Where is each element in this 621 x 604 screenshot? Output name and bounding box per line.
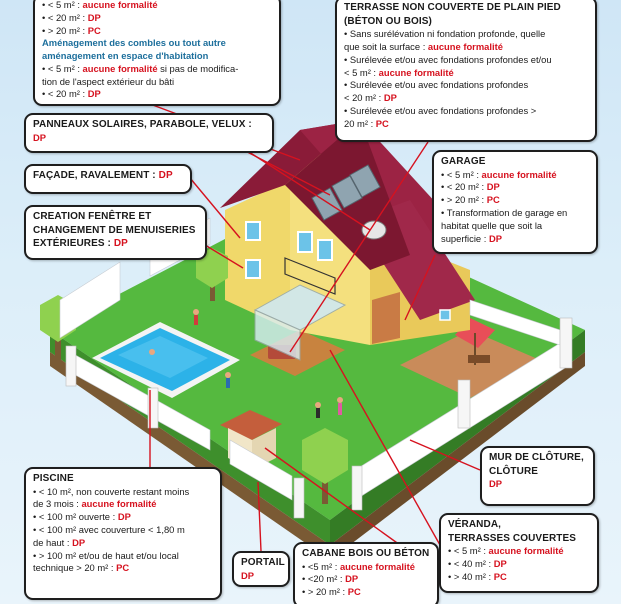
callout-title: PORTAIL: [241, 557, 285, 568]
bullet-line-cont: 20 m² : PC: [344, 117, 389, 129]
window: [298, 232, 312, 252]
callout-title: MUR DE CLÔTURE,: [489, 452, 584, 463]
bullet-line-cont: < 5 m² : aucune formalité: [344, 66, 454, 78]
callout-title: PISCINE: [33, 473, 74, 484]
bullet-line: • <5 m² : aucune formalité: [302, 560, 415, 572]
callout-title: CABANE BOIS OU BÉTON: [302, 548, 430, 559]
callout-title: FAÇADE, RAVALEMENT : DP: [33, 170, 173, 181]
section-title: Aménagement des combles ou tout autre: [42, 37, 226, 49]
bullet-line: • Surélevée et/ou avec fondations profondes: [344, 79, 529, 91]
bullet-line: • < 20 m² : DP: [42, 11, 101, 23]
callout-portail: [232, 551, 290, 587]
bullet-line: • > 20 m² : PC: [42, 24, 101, 36]
bullet-line-cont: < 20 m² : DP: [344, 92, 397, 104]
bullet-line-cont: de 3 mois : aucune formalité: [33, 498, 157, 510]
bullet-line: • < 5 m² : aucune formalité: [448, 545, 564, 557]
callout-extension-combles: [33, 0, 281, 106]
callout-title: TERRASSES COUVERTES: [448, 532, 577, 544]
callout-value: DP: [489, 478, 503, 490]
callout-terrasse: [335, 0, 597, 142]
bullet-line: • < 5 m² : aucune formalité: [441, 168, 557, 180]
callout-title: CLÔTURE: [489, 465, 539, 477]
callout-garage: [432, 150, 598, 254]
callout-title: CREATION FENÊTRE ET: [33, 211, 152, 222]
callout-title: (BÉTON OU BOIS): [344, 15, 432, 27]
callout-title: PANNEAUX SOLAIRES, PARABOLE, VELUX :: [33, 119, 252, 130]
bullet-line-cont: habitat quelle que soit la: [441, 219, 543, 231]
bullet-line: • Surélevée et/ou avec fondations profondes et/ou: [344, 53, 552, 65]
callout-title: GARAGE: [441, 156, 486, 167]
callout-creation-fenetre: [24, 205, 207, 260]
window: [318, 240, 332, 260]
bullet-line-cont: technique > 20 m² : PC: [33, 562, 130, 574]
callout-title: TERRASSE NON COUVERTE DE PLAIN PIED: [344, 2, 561, 13]
bullet-line: • < 5 m² : aucune formalité: [42, 0, 158, 10]
bullet-line-cont: superficie : DP: [441, 232, 502, 244]
bullet-line: • > 20 m² : PC: [302, 586, 361, 598]
bullet-line: • < 20 m² : DP: [441, 181, 500, 193]
bullet-line: • Surélevée et/ou avec fondations profondes >: [344, 104, 537, 116]
bullet-line: • > 20 m² : PC: [441, 194, 500, 206]
garage-door: [372, 292, 400, 344]
callout-title: CHANGEMENT DE MENUISERIES: [33, 224, 196, 236]
bullet-line: • Transformation de garage en: [441, 206, 568, 218]
bullet-line: • < 100 m² avec couverture < 1,80 m: [33, 523, 185, 535]
bullet-line: • < 100 m² ouverte : DP: [33, 511, 131, 523]
bullet-line: • <20 m² : DP: [302, 573, 359, 585]
window: [440, 310, 450, 320]
bullet-line: • > 100 m² et/ou de haut et/ou local: [33, 549, 179, 561]
bullet-line: • < 40 m² : DP: [448, 557, 507, 569]
section-title: aménagement en espace d'habitation: [42, 50, 209, 62]
bullet-line-cont: tion de l'aspect extérieur du bâti: [42, 75, 175, 87]
callout-title: VÉRANDA,: [448, 519, 502, 530]
callout-value: DP: [33, 131, 47, 143]
bullet-line: • > 40 m² : PC: [448, 570, 507, 582]
bullet-line: • < 10 m², non couverte restant moins: [33, 485, 190, 497]
window: [246, 222, 260, 240]
bullet-line: • < 5 m² : aucune formalité si pas de modifica-: [42, 62, 239, 74]
callout-piscine: [24, 467, 222, 600]
callout-cabane: [293, 542, 439, 604]
callout-panneaux-solaires: [24, 113, 274, 153]
bullet-line-cont: de haut : DP: [33, 536, 86, 548]
callout-title: EXTÉRIEURES : DP: [33, 238, 128, 250]
callout-facade: [24, 164, 192, 194]
callout-veranda: [439, 513, 599, 593]
bullet-line: • Sans surélévation ni fondation profonde, quelle: [344, 28, 546, 40]
callout-value: DP: [241, 569, 255, 581]
window: [246, 260, 260, 278]
bullet-line: • < 20 m² : DP: [42, 88, 101, 100]
callout-mur-cloture: [480, 446, 595, 506]
bullet-line-cont: que soit la surface : aucune formalité: [344, 40, 503, 52]
